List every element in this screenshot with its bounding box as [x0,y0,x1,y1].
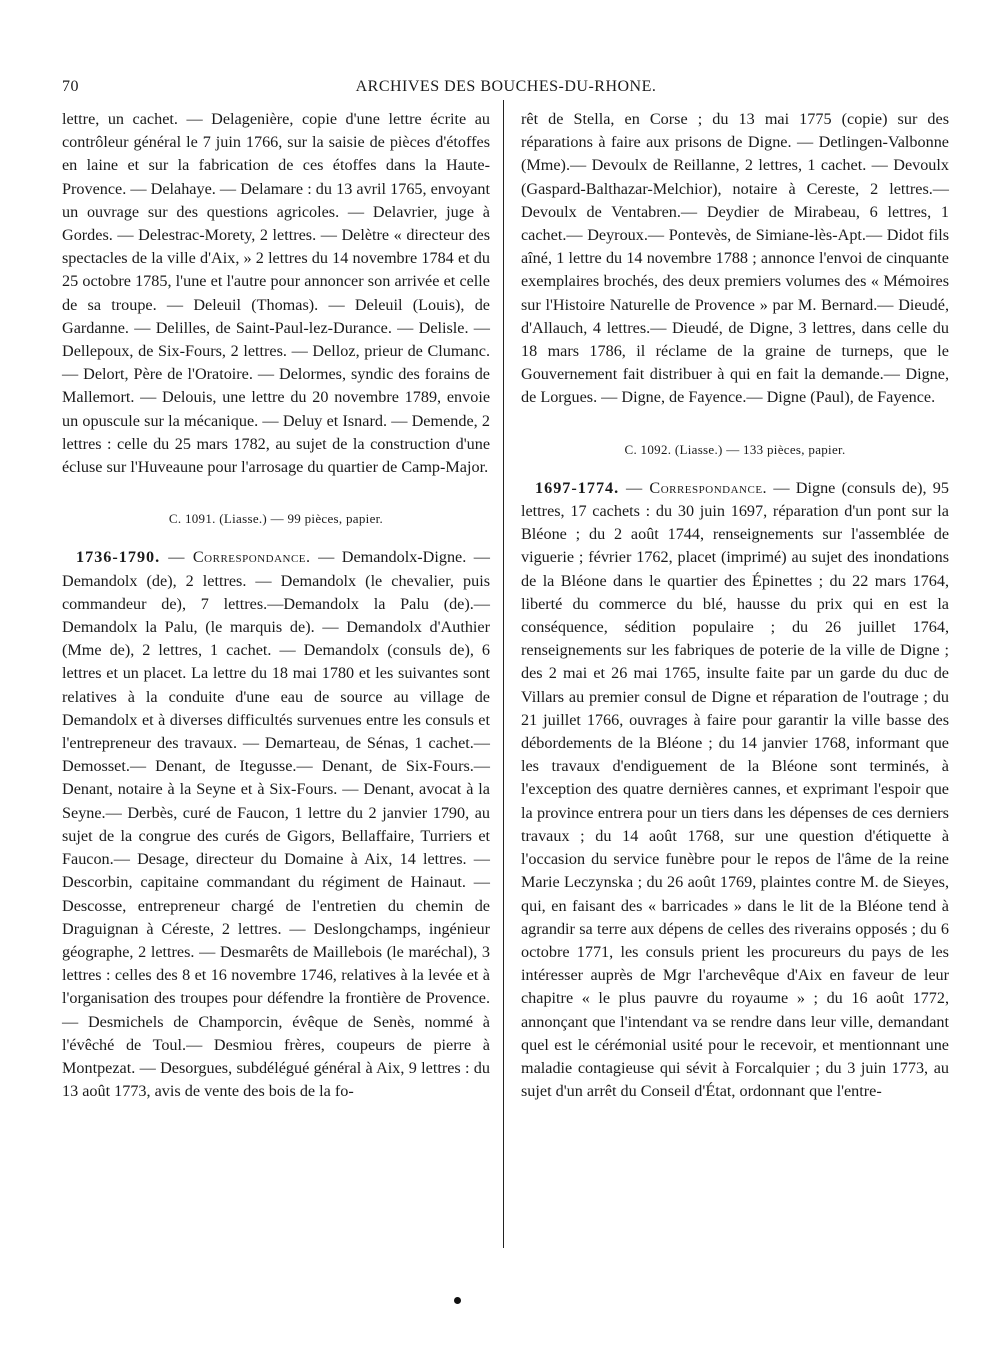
right-entry-heading: — Correspondance. [619,478,768,497]
left-entry-heading: — Correspondance. [160,548,311,567]
right-entry [521,477,949,1103]
right-column [521,108,949,1103]
left-cote-line: C. 1091. (Liasse.) — 99 pièces, papier. [168,511,384,527]
left-column [62,108,490,1103]
left-entry-dates: 1736-1790. [76,548,161,567]
left-entry [62,546,490,1103]
page-number: 70 [62,78,79,95]
running-title: ARCHIVES DES BOUCHES-DU-RHONE. [355,78,657,95]
right-continuation-text: rêt de Stella, en Corse ; du 13 mai 1775 (copie) sur des réparations à faire aux prisons de Digne. — Detlingen-Valbonne (Mme).— Devoulx de Reillanne, 2 lettres, 1 cachet. — Devoulx (Gaspard-Balthazar-Melchior), notaire à Cereste, 2 lettres.— Devoulx de Ventabren.— Deydier de Mirabeau, 6 lettres, 1 cachet.— Deyroux.— Pontevès, de Simiane-lès-Apt.— Didot fils aîné, 1 lettre du 14 novembre 1788 ; annonce l'envoi de cinquante exemplaires brochés, des deux premiers volumes des « Mémoires sur l'Histoire Naturelle de Provence » par M. Bernard.— Dieudé, d'Allauch, 4 lettres.— Dieudé, de Digne, 3 lettres, dans celle du 18 mars 1786, il réclame de la graine de turneps, que le Gouvernement fait distribuer à qui en fait la demande.— Digne, de Lorgues. — Digne, de Fayence.— Digne (Paul), de Fayence. [521,110,949,407]
right-cote-line: C. 1092. (Liasse.) — 133 pièces, papier. [624,441,846,457]
page-header [62,78,950,102]
left-entry-body: — Demandolx-Digne. — Demandolx (de), 2 lettres. — Demandolx (le chevalier, puis commandeur de), 7 lettres.—Demandolx la Palu (de).— Demandolx la Palu, (le marquis de). — Demandolx d'Authier (Mme de), 2 lettres, 1 cachet. — Demandolx (consuls de), 6 lettres et un placet. La lettre du 18 mai 1780 et les suivantes sont relatives à la conduite d'une eau de source au village de Demandolx et à diverses difficultés survenues entre les consuls et l'entrepreneur des travaux. — Demarteau, de Sénas, 1 cachet.— Demosset.— Denant, de Itegusse.— Denant, de Six-Fours.— Denant, notaire à la Seyne et à Six-Fours. — Denant, avocat à la Seyne.— Derbès, curé de Faucon, 1 lettre du 2 janvier 1790, au sujet de la congrue des curés de Gigors, Bellaffaire, Turriers et Faucon.— Desage, directeur du Domaine à Aix, 14 lettres. — Descorbin, capitaine commandant du régiment de Hainaut. — Descosse, entrepreneur chargé de l'entretien du chemin de Draguignan à Céreste, 2 lettres. — Deslongchamps, ingénieur géographe, 2 lettres. — Desmarêts de Maillebois (le maréchal), 3 lettres : celles des 8 et 16 novembre 1746, relatives à la levée et à l'organisation des troupes pour défendre la frontière de Provence.— Desmichels de Champorcin, évêque de Senès, nommé à l'évêché de Toul.— Desmiou frères, coupeurs de pierre à Montpezat. — Desorgues, subdélégué général à Aix, 9 lettres : du 13 août 1773, avis de vente des bois de la fo- [62,548,490,1101]
right-entry-dates: 1697-1774. [535,478,620,497]
right-entry-body: — Digne (consuls de), 95 lettres, 17 cachets : du 30 juin 1697, réparation d'un pont sur la Bléone ; du 2 août 1744, renseignements sur l'assemblée de viguerie ; février 1762, placet (imprimé) au sujet des inondations de la Bléone dans le quartier des Épinettes ; du 22 mars 1764, liberté du commerce du blé, hausse du prix qui en est la conséquence, sédition populaire ; du 26 juillet 1764, renseignements sur les fabriques de poterie de la ville de Digne ; des 2 mai et 26 mai 1765, insulte faite par un garde du duc de Villars au premier consul de Digne et réparation de l'outrage ; du 21 juillet 1766, ouvrages à faire pour garantir la ville basse des débordements de la Bléone ; du 14 janvier 1768, informant que les travaux d'endiguement de la Bléone sont terminés, à l'exception des quatre dernières cannes, et exprimant l'espoir que la province entrera pour un tiers dans les dépenses de ces derniers travaux ; du 14 août 1768, sur une question d'étiquette à l'occasion du service funèbre pour le repos de l'âme de la reine Marie Leczynska ; du 26 août 1769, plaintes contre M. de Sieyes, qui, en faisant des « barricades » dans le lit de la Bléone tend à agrandir sa terre aux dépens de celles des riverains opposés ; du 6 octobre 1771, les consuls prient les procureurs du pays de les intéresser auprès de Mgr l'archevêque d'Aix en faveur de leur chapitre « le plus pauvre du royaume » ; du 16 août 1772, annonçant que l'intendant va se rendre dans leur ville, demandant quel est le cérémonial usité pour le recevoir, et mentionnant une maladie contagieuse qui sévit à Forcalquier ; du 3 juin 1773, au sujet d'un arrêt du Conseil d'État, ordonnant que l'entre- [521,478,949,1101]
footer-dot [454,1297,461,1304]
column-divider [503,100,504,1248]
left-continuation-text: lettre, un cachet. — Delagenière, copie d'une lettre écrite au contrôleur général le 7 juin 1766, sur la saisie de pièces d'étoffes en laine et sur la fabrication de ces étoffes dans la Haute-Provence. — Delahaye. — Delamare : du 13 avril 1765, envoyant un ouvrage sur des questions agricoles. — Delavrier, juge à Gordes. — Delestrac-Morety, 2 lettres. — Delètre « directeur des spectacles de la ville d'Aix, » 2 lettres du 14 novembre 1784 et du 25 octobre 1785, l'une et l'autre pour annoncer son arrivée et celle de sa troupe. — Deleuil (Thomas). — Deleuil (Louis), de Gardanne. — Delilles, de Saint-Paul-lez-Durance. — Delisle. — Dellepoux, de Six-Fours, 2 lettres. — Delloz, prieur de Clumanc. — Delort, Père de l'Oratoire. — Delormes, syndic des forains de Mallemort. — Delouis, une lettre du 20 novembre 1789, envoie un opuscule sur la mécanique. — Deluy et Isnard. — Demende, 2 lettres : celle du 25 mars 1782, au sujet de la construction d'une écluse sur l'Huveaune pour l'arrosage du quartier de Camp-Major. [62,110,490,477]
